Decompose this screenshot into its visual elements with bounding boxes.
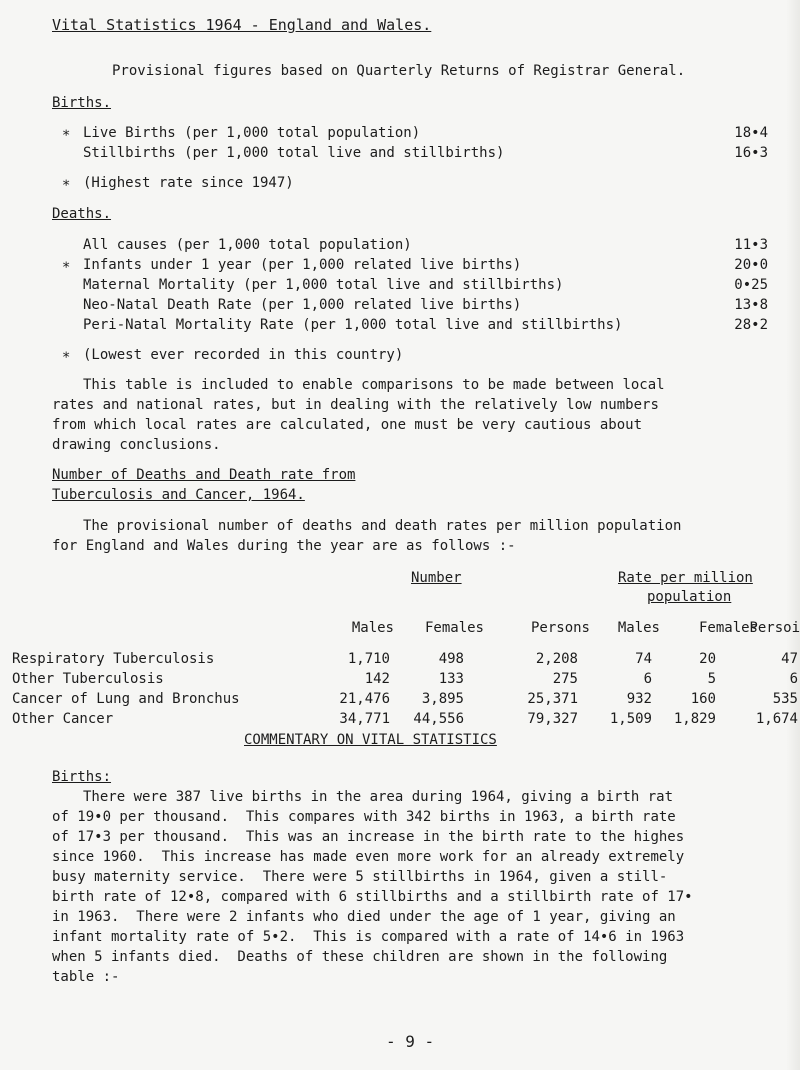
deaths-note: (Lowest ever recorded in this country) bbox=[83, 347, 404, 363]
tb-cancer-heading-line2: Tuberculosis and Cancer, 1964. bbox=[52, 487, 305, 503]
stat-value: 18•4 bbox=[734, 125, 768, 141]
paragraph-line: of 19•0 per thousand. This compares with 342 births in 1963, a birth rate bbox=[52, 809, 676, 825]
paragraph-line: table :- bbox=[52, 969, 120, 985]
stat-value: 28•2 bbox=[734, 317, 768, 333]
paragraph-line: in 1963. There were 2 infants who died under the age of 1 year, giving an bbox=[52, 909, 676, 925]
cell: 133 bbox=[438, 671, 464, 687]
paragraph-line: of 17•3 per thousand. This was an increase in the birth rate to the highes bbox=[52, 829, 685, 845]
column-header: Persons bbox=[530, 620, 590, 636]
paragraph-line: infant mortality rate of 5•2. This is compared with a rate of 14•6 in 1963 bbox=[52, 929, 685, 945]
paragraph-line: from which local rates are calculated, one must be very cautious about bbox=[52, 417, 643, 433]
stat-value: 20•0 bbox=[734, 257, 768, 273]
paragraph-line: This table is included to enable comparisons to be made between local bbox=[83, 377, 665, 393]
stat-value: 0•25 bbox=[734, 277, 768, 293]
deaths-heading: Deaths. bbox=[52, 206, 112, 222]
page-subtitle: Provisional figures based on Quarterly Returns of Registrar General. bbox=[112, 63, 686, 79]
cell: 142 bbox=[364, 671, 390, 687]
cell: 25,371 bbox=[527, 691, 578, 707]
paragraph-line: for England and Wales during the year are as follows :- bbox=[52, 538, 516, 554]
births-commentary-heading: Births: bbox=[52, 769, 112, 785]
cell: 1,710 bbox=[347, 651, 390, 667]
cell: 21,476 bbox=[339, 691, 390, 707]
stat-mark: ∗ bbox=[62, 257, 71, 273]
cell: 498 bbox=[438, 651, 464, 667]
deaths-note-mark: ∗ bbox=[62, 347, 71, 363]
page-title: Vital Statistics 1964 - England and Wales. bbox=[52, 16, 432, 34]
column-header: Females bbox=[698, 620, 758, 636]
cell: 160 bbox=[690, 691, 716, 707]
paragraph-line: The provisional number of deaths and death rates per million population bbox=[83, 518, 682, 534]
row-label: Cancer of Lung and Bronchus bbox=[12, 691, 240, 707]
commentary-heading: COMMENTARY ON VITAL STATISTICS bbox=[244, 732, 497, 748]
stat-label: Maternal Mortality (per 1,000 total live and stillbirths) bbox=[83, 277, 564, 293]
cell: 1,509 bbox=[609, 711, 652, 727]
column-header: Females bbox=[424, 620, 484, 636]
column-header: Males bbox=[351, 620, 394, 636]
stat-label: Peri-Natal Mortality Rate (per 1,000 total live and stillbirths) bbox=[83, 317, 623, 333]
births-note-mark: ∗ bbox=[62, 175, 71, 191]
column-header: Persoi bbox=[749, 620, 800, 636]
cell: 6 bbox=[789, 671, 798, 687]
page-edge-shadow bbox=[786, 0, 800, 1070]
cell: 932 bbox=[626, 691, 652, 707]
stat-label: Live Births (per 1,000 total population) bbox=[83, 125, 421, 141]
stat-value: 16•3 bbox=[734, 145, 768, 161]
tb-cancer-heading-line1: Number of Deaths and Death rate from bbox=[52, 467, 356, 483]
stat-label: Neo-Natal Death Rate (per 1,000 related live births) bbox=[83, 297, 522, 313]
stat-value: 13•8 bbox=[734, 297, 768, 313]
table-group-rate: Rate per million bbox=[618, 570, 753, 586]
cell: 44,556 bbox=[413, 711, 464, 727]
row-label: Respiratory Tuberculosis bbox=[12, 651, 215, 667]
cell: 535 bbox=[772, 691, 798, 707]
cell: 6 bbox=[643, 671, 652, 687]
births-note: (Highest rate since 1947) bbox=[83, 175, 294, 191]
paragraph-line: since 1960. This increase has made even more work for an already extremely bbox=[52, 849, 685, 865]
cell: 3,895 bbox=[421, 691, 464, 707]
cell: 2,208 bbox=[535, 651, 578, 667]
paragraph-line: There were 387 live births in the area during 1964, giving a birth rat bbox=[83, 789, 674, 805]
cell: 79,327 bbox=[527, 711, 578, 727]
cell: 34,771 bbox=[339, 711, 390, 727]
stat-label: Stillbirths (per 1,000 total live and stillbirths) bbox=[83, 145, 505, 161]
stat-label: Infants under 1 year (per 1,000 related live births) bbox=[83, 257, 522, 273]
row-label: Other Tuberculosis bbox=[12, 671, 164, 687]
cell: 20 bbox=[699, 651, 716, 667]
paragraph-line: when 5 infants died. Deaths of these children are shown in the following bbox=[52, 949, 668, 965]
births-heading: Births. bbox=[52, 95, 112, 111]
cell: 5 bbox=[707, 671, 716, 687]
column-header: Males bbox=[617, 620, 660, 636]
cell: 1,829 bbox=[673, 711, 716, 727]
page-number: - 9 - bbox=[386, 1032, 435, 1051]
paragraph-line: drawing conclusions. bbox=[52, 437, 221, 453]
stat-value: 11•3 bbox=[734, 237, 768, 253]
paragraph-line: rates and national rates, but in dealing with the relatively low numbers bbox=[52, 397, 659, 413]
table-group-rate-2: population bbox=[647, 589, 732, 605]
paragraph-line: busy maternity service. There were 5 stillbirths in 1964, given a still- bbox=[52, 869, 668, 885]
stat-mark: ∗ bbox=[62, 125, 71, 141]
cell: 1,674 bbox=[755, 711, 798, 727]
paragraph-line: birth rate of 12•8, compared with 6 stillbirths and a stillbirth rate of 17• bbox=[52, 889, 693, 905]
cell: 74 bbox=[635, 651, 652, 667]
table-group-number: Number bbox=[411, 570, 462, 586]
stat-label: All causes (per 1,000 total population) bbox=[83, 237, 412, 253]
cell: 47 bbox=[781, 651, 798, 667]
row-label: Other Cancer bbox=[12, 711, 114, 727]
cell: 275 bbox=[552, 671, 578, 687]
